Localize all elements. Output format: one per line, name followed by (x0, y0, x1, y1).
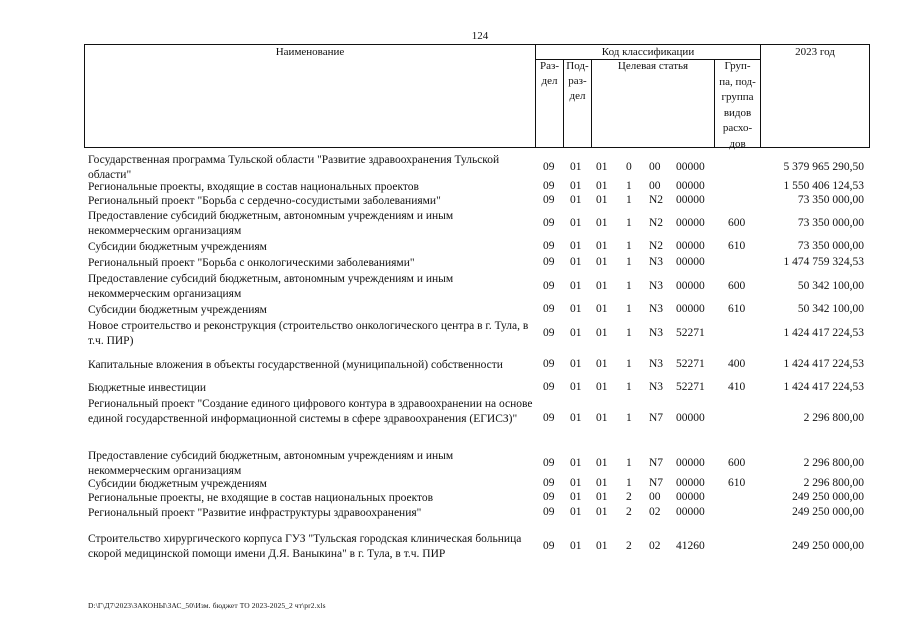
row-name: Региональные проекты, входящие в состав национальных проектов (88, 181, 419, 193)
row-t2: 1 (626, 217, 632, 229)
row-name: Субсидии бюджетным учреждениям (88, 241, 267, 253)
row-amount: 249 250 000,00 (792, 506, 864, 518)
row-t2: 1 (626, 412, 632, 424)
row-t2: 1 (626, 180, 632, 192)
row-t1: 01 (596, 240, 608, 252)
row-t1: 01 (596, 280, 608, 292)
row-t3: N3 (649, 327, 664, 339)
row-t2: 1 (626, 358, 632, 370)
row-name: Государственная программа Тульской области "Развитие здравоохранения Тульской области" (88, 154, 500, 181)
row-t3: N2 (649, 217, 664, 229)
table-row (0, 358, 904, 372)
row-amount: 73 350 000,00 (797, 240, 864, 252)
row-rz: 09 (543, 327, 555, 339)
table-row (0, 303, 904, 317)
row-t3: 00 (649, 180, 661, 192)
row-t2: 2 (626, 506, 632, 518)
row-name: Новое строительство и реконструкция (строительство онкологического центра в г. Тула, в т.ч. ПИР) (88, 320, 529, 347)
row-amount: 2 296 800,00 (803, 412, 864, 424)
row-t2: 1 (626, 280, 632, 292)
row-t4: 41260 (676, 540, 705, 552)
row-rz: 09 (543, 358, 555, 370)
row-t1: 01 (596, 161, 608, 173)
row-vr: 410 (728, 381, 746, 393)
row-t1: 01 (596, 256, 608, 268)
table-row (0, 180, 904, 194)
row-pr: 01 (570, 280, 582, 292)
row-t4: 52271 (676, 381, 705, 393)
row-t4: 00000 (676, 477, 705, 489)
row-name: Бюджетные инвестиции (88, 382, 207, 394)
row-vr: 610 (728, 477, 746, 489)
row-t4: 52271 (676, 327, 705, 339)
row-vr: 600 (728, 280, 746, 292)
row-amount: 73 350 000,00 (797, 194, 864, 206)
row-amount: 5 379 965 290,50 (783, 161, 864, 173)
row-name: Предоставление субсидий бюджетным, автономным учреждениям и иным некоммерческим организациям (88, 450, 454, 477)
row-rz: 09 (543, 506, 555, 518)
row-t4: 00000 (676, 161, 705, 173)
row-t2: 1 (626, 256, 632, 268)
row-pr: 01 (570, 303, 582, 315)
row-name: Региональный проект "Борьба с сердечно-сосудистыми заболеваниями" (88, 195, 441, 207)
row-amount: 50 342 100,00 (797, 303, 864, 315)
row-amount: 249 250 000,00 (792, 491, 864, 503)
header-vid: Груп- па, под- группа видов расхо- дов (719, 60, 756, 150)
row-vr: 400 (728, 358, 746, 370)
row-t4: 00000 (676, 506, 705, 518)
row-t1: 01 (596, 412, 608, 424)
row-amount: 2 296 800,00 (803, 477, 864, 489)
row-t2: 1 (626, 477, 632, 489)
table-row (0, 194, 904, 208)
row-rz: 09 (543, 180, 555, 192)
row-name: Субсидии бюджетным учреждениям (88, 304, 267, 316)
row-t3: N3 (649, 303, 664, 315)
table-row (0, 397, 904, 445)
row-t2: 1 (626, 194, 632, 206)
row-t3: N7 (649, 457, 664, 469)
row-pr: 01 (570, 506, 582, 518)
table-row (0, 153, 904, 181)
row-t1: 01 (596, 477, 608, 489)
row-t1: 01 (596, 327, 608, 339)
row-amount: 1 424 417 224,53 (783, 381, 864, 393)
row-pr: 01 (570, 180, 582, 192)
row-amount: 1 474 759 324,53 (783, 256, 864, 268)
file-path-footer: D:\Г\Д7\2023\ЗАКОНЫ\ЗАС_50\Изм. бюджет ТО 2023-2025_2 чт\pr2.xls (88, 601, 326, 610)
row-pr: 01 (570, 217, 582, 229)
row-t1: 01 (596, 194, 608, 206)
row-t2: 1 (626, 457, 632, 469)
table-row (0, 532, 904, 566)
row-vr: 610 (728, 303, 746, 315)
row-rz: 09 (543, 412, 555, 424)
row-t1: 01 (596, 457, 608, 469)
row-t1: 01 (596, 491, 608, 503)
row-rz: 09 (543, 240, 555, 252)
row-t4: 00000 (676, 457, 705, 469)
row-t3: 00 (649, 491, 661, 503)
row-vr: 610 (728, 240, 746, 252)
row-pr: 01 (570, 240, 582, 252)
row-t3: 02 (649, 540, 661, 552)
row-t1: 01 (596, 217, 608, 229)
row-pr: 01 (570, 194, 582, 206)
row-vr: 600 (728, 457, 746, 469)
row-t1: 01 (596, 358, 608, 370)
row-name: Региональный проект "Борьба с онкологическими заболеваниями" (88, 257, 415, 269)
row-t4: 00000 (676, 491, 705, 503)
page-number: 124 (471, 30, 489, 42)
table-row (0, 209, 904, 239)
row-name: Региональные проекты, не входящие в состав национальных проектов (88, 492, 434, 504)
row-rz: 09 (543, 194, 555, 206)
row-t4: 00000 (676, 240, 705, 252)
row-t3: 00 (649, 161, 661, 173)
header-name: Наименование (275, 46, 345, 58)
row-rz: 09 (543, 540, 555, 552)
row-rz: 09 (543, 217, 555, 229)
row-t3: N2 (649, 240, 664, 252)
row-amount: 50 342 100,00 (797, 280, 864, 292)
row-t4: 00000 (676, 412, 705, 424)
row-name: Предоставление субсидий бюджетным, автономным учреждениям и иным некоммерческим организациям (88, 273, 454, 300)
row-t3: N3 (649, 358, 664, 370)
table-row (0, 256, 904, 270)
row-name: Предоставление субсидий бюджетным, автономным учреждениям и иным некоммерческим организациям (88, 210, 454, 237)
row-t1: 01 (596, 540, 608, 552)
row-t4: 00000 (676, 180, 705, 192)
table-row (0, 319, 904, 349)
row-t2: 1 (626, 303, 632, 315)
table-row (0, 449, 904, 477)
table-row (0, 491, 904, 505)
row-t1: 01 (596, 506, 608, 518)
row-name: Региональный проект "Развитие инфраструктуры здравоохранения" (88, 507, 422, 519)
row-name: Строительство хирургического корпуса ГУЗ "Тульская городская клиническая больница скорой медицинской помощи имени Д.Я. Ваныкина" в г. Тула, в т.ч. ПИР (88, 533, 522, 560)
row-pr: 01 (570, 457, 582, 469)
table-row (0, 506, 904, 520)
row-name: Субсидии бюджетным учреждениям (88, 478, 267, 490)
row-t3: N3 (649, 381, 664, 393)
row-t2: 2 (626, 491, 632, 503)
row-t4: 52271 (676, 358, 705, 370)
row-pr: 01 (570, 412, 582, 424)
row-t4: 00000 (676, 217, 705, 229)
row-t1: 01 (596, 303, 608, 315)
header-podrazdel-cell (563, 59, 592, 148)
header-razdel: Раз- дел (539, 60, 559, 87)
row-t4: 00000 (676, 256, 705, 268)
header-name-cell (84, 44, 536, 148)
header-code-group: Код классификации (601, 46, 695, 58)
header-podrazdel: Под- раз- дел (566, 60, 589, 102)
row-t3: N3 (649, 280, 664, 292)
row-rz: 09 (543, 477, 555, 489)
row-t2: 2 (626, 540, 632, 552)
table-row (0, 381, 904, 395)
row-t3: N7 (649, 477, 664, 489)
row-t3: N3 (649, 256, 664, 268)
row-t4: 00000 (676, 194, 705, 206)
row-amount: 1 424 417 224,53 (783, 327, 864, 339)
row-vr: 600 (728, 217, 746, 229)
row-pr: 01 (570, 491, 582, 503)
row-name: Капитальные вложения в объекты государственной (муниципальной) собственности (88, 359, 503, 371)
row-amount: 1 550 406 124,53 (783, 180, 864, 192)
row-pr: 01 (570, 540, 582, 552)
row-t3: 02 (649, 506, 661, 518)
row-rz: 09 (543, 381, 555, 393)
row-t2: 1 (626, 327, 632, 339)
row-pr: 01 (570, 327, 582, 339)
row-t2: 0 (626, 161, 632, 173)
row-amount: 2 296 800,00 (803, 457, 864, 469)
row-pr: 01 (570, 161, 582, 173)
row-rz: 09 (543, 161, 555, 173)
row-t4: 00000 (676, 280, 705, 292)
row-rz: 09 (543, 280, 555, 292)
row-amount: 1 424 417 224,53 (783, 358, 864, 370)
table-row (0, 272, 904, 302)
row-amount: 249 250 000,00 (792, 540, 864, 552)
row-pr: 01 (570, 381, 582, 393)
row-pr: 01 (570, 358, 582, 370)
header-year-cell (760, 44, 870, 148)
row-rz: 09 (543, 256, 555, 268)
row-t3: N7 (649, 412, 664, 424)
row-amount: 73 350 000,00 (797, 217, 864, 229)
row-t4: 00000 (676, 303, 705, 315)
header-target: Целевая статья (617, 60, 689, 72)
row-t1: 01 (596, 180, 608, 192)
header-vid-cell (714, 59, 761, 148)
row-name: Региональный проект "Создание единого цифрового контура в здравоохранении на основе единой государственной информационной системы в сфере здравоохранения (ЕГИСЗ)" (88, 398, 533, 425)
row-t2: 1 (626, 381, 632, 393)
header-razdel-cell (535, 59, 564, 148)
row-t1: 01 (596, 381, 608, 393)
header-year: 2023 год (795, 46, 835, 58)
row-rz: 09 (543, 457, 555, 469)
row-t3: N2 (649, 194, 664, 206)
table-row (0, 477, 904, 491)
table-row (0, 240, 904, 254)
row-rz: 09 (543, 303, 555, 315)
header-target-cell (591, 59, 715, 148)
row-rz: 09 (543, 491, 555, 503)
row-pr: 01 (570, 256, 582, 268)
row-pr: 01 (570, 477, 582, 489)
row-t2: 1 (626, 240, 632, 252)
